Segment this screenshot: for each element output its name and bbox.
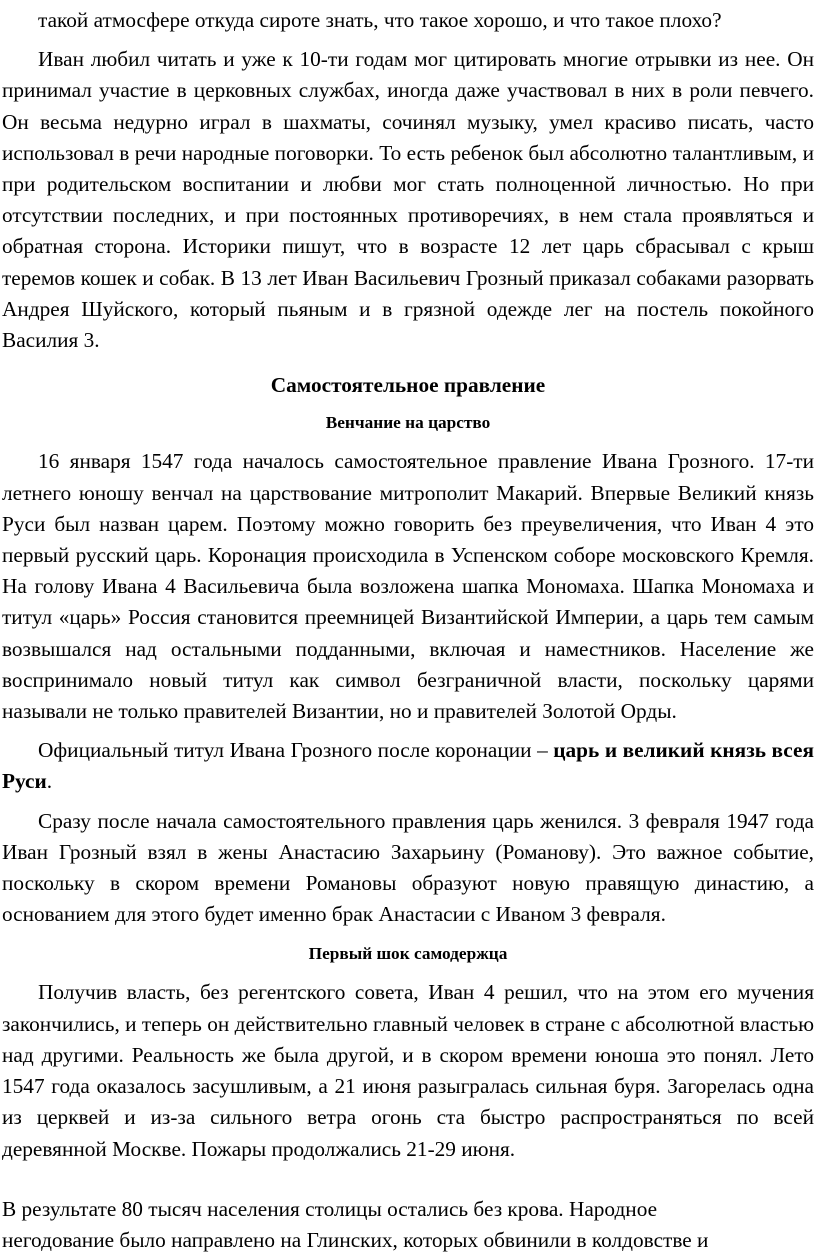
subheading-first-shock: Первый шок самодержца (308, 944, 508, 964)
paragraph-marriage: Сразу после начала самостоятельного правления царь женился. 3 февраля 1947 года Иван Грозный взял в жены Анастасию Захарьину (Романову). Это важное событие, поскольку в скором времени Романовы образуют новую правящую династию, а основанием для этого будет именно брак Анастасии с Иваном 3 февраля. (2, 808, 814, 927)
paragraph-aftermath (2, 1194, 814, 1256)
official-title-bold: царь и великий князь всея Руси (2, 738, 814, 794)
paragraph-childhood: Иван любил читать и уже к 10-ти годам мог цитировать многие отрывки из нее. Он принимал участие в церковных службах, иногда даже участвовал в них в роли певчего. Он весьма недурно играл в шахматы, сочинял музыку, умел красиво писать, часто использовал в речи народные поговорки. То есть ребенок был абсолютно талантливым, и при родительском воспитании и любви мог стать полноценной личностью. Но при отсутствии последних, и при постоянных противоречиях, в нем стала проявляться и обратная сторона. Историки пишут, что в возрасте 12 лет царь сбрасывал с крыш теремов кошек и собак. В 13 лет Иван Васильевич Грозный приказал собаками разорвать Андрея Шуйского, который пьяным и в грязной одежде лег на постель покойного Василия 3. (2, 47, 814, 353)
aftermath-line-2: негодование было направлено на Глинских, которых обвинили в колдовстве и (2, 1227, 709, 1252)
official-title-lead: Официальный титул Ивана Грозного после коронации – (38, 738, 554, 763)
subheading-coronation: Венчание на царство (325, 413, 491, 433)
paragraph-official-title (2, 735, 814, 797)
paragraph-coronation: 16 января 1547 года началось самостоятельное правление Ивана Грозного. 17-ти летнего юношу венчал на царствование митрополит Макарий. Впервые Великий князь Руси был назван царем. Поэтому можно говорить без преувеличения, что Иван 4 это первый русский царь. Коронация происходила в Успенском соборе московского Кремля. На голову Ивана 4 Васильевича была возложена шапка Мономаха. Шапка Мономаха и титул «царь» Россия становится преемницей Византийской Империи, а царь тем самым возвышался над остальными подданными, включая и наместников. Население же воспринимало новый титул как символ безграничной власти, поскольку царями называли не только правителей Византии, но и правителей Золотой Орды. (2, 449, 814, 724)
official-title-end: . (46, 769, 53, 794)
section-heading-independent-rule: Самостоятельное правление (270, 373, 546, 398)
aftermath-line-1: В результате 80 тысяч населения столицы остались без крова. Народное (2, 1196, 658, 1221)
paragraph-intro-end: такой атмосфере откуда сироте знать, что такое хорошо, и что такое плохо? (38, 8, 722, 32)
paragraph-fire: Получив власть, без регентского совета, Иван 4 решил, что на этом его мучения закончились, и теперь он действительно главный человек в стране с абсолютной властью над другими. Реальность же была другой, и в скором времени юноша это понял. Лето 1547 года оказалось засушливым, а 21 июня разыгралась сильная буря. Загорелась одна из церквей и из-за сильного ветра огонь ста быстро распространяться по всей деревянной Москве. Пожары продолжались 21-29 июня. (2, 980, 814, 1161)
